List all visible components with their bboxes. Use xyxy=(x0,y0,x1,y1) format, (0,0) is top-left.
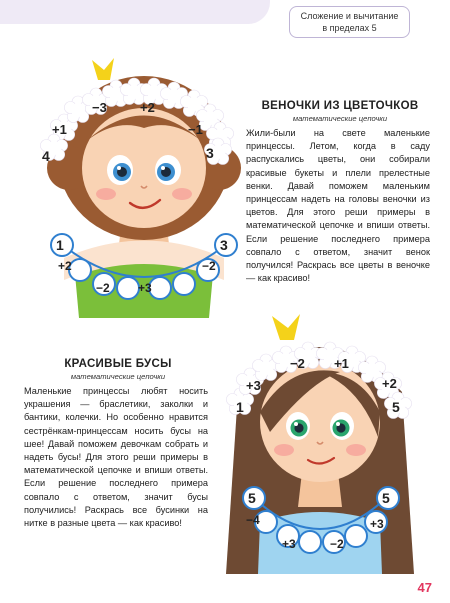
wreath-1-op-4: −1 xyxy=(188,122,203,137)
bead xyxy=(345,525,367,547)
section-2-subtitle: математические цепочки xyxy=(70,372,166,381)
beads-1-op-2: −2 xyxy=(96,281,110,295)
beads-2-end: 5 xyxy=(382,490,390,506)
beads-1-end: 3 xyxy=(220,237,228,253)
wreath-1-end: 3 xyxy=(206,145,214,161)
princess-1-illustration xyxy=(34,48,254,318)
section-2-title: КРАСИВЫЕ БУСЫ xyxy=(64,358,172,370)
wreath-1-op-2: −3 xyxy=(92,100,107,115)
beads-2-op-2: +3 xyxy=(282,537,296,551)
topic-header xyxy=(289,6,410,38)
wreath-2-op-4: +2 xyxy=(382,376,397,391)
bead xyxy=(117,277,139,299)
wreath-2-op-1: +3 xyxy=(246,378,261,393)
section-2-text: Маленькие принцессы любят носить украшения — браслетики, заколки и бантики, колечки. Но особенно нравится сестрёнкам-принцессам носить бусы на шее! Давай поможем девочкам собрать и надеть бусы! Для этого реши примеры в математической цепочке и впиши ответы. Если решение последнего примера совпало с ответом, значит бусы получились! Раскрась все бусинки на нитке в разные цвета — как красиво! xyxy=(24,386,208,529)
wreath-2-end: 5 xyxy=(392,399,400,415)
wreath-2-op-3: +1 xyxy=(334,356,349,371)
corner-tab xyxy=(0,0,270,24)
section-1-subtitle: математические цепочки xyxy=(292,114,388,123)
section-1-title: ВЕНОЧКИ ИЗ ЦВЕТОЧКОВ xyxy=(261,100,419,112)
wreath-1-op-1: +1 xyxy=(52,122,67,137)
bead xyxy=(299,531,321,553)
crown-icon xyxy=(92,58,114,80)
wreath-1-op-3: +2 xyxy=(140,100,155,115)
bead xyxy=(149,277,171,299)
beads-2-op-4: +3 xyxy=(370,517,384,531)
bead xyxy=(173,273,195,295)
bead xyxy=(69,259,91,281)
beads-1-start: 1 xyxy=(56,237,64,253)
wreath-2-start: 1 xyxy=(236,399,244,415)
topic-line-2: в пределах 5 xyxy=(322,23,377,33)
beads-2-op-3: −2 xyxy=(330,537,344,551)
page-number: 47 xyxy=(417,580,432,595)
beads-2-start: 5 xyxy=(248,490,256,506)
beads-1-op-4: −2 xyxy=(202,259,216,273)
crown-icon xyxy=(272,314,300,340)
beads-1-op-3: +3 xyxy=(138,281,152,295)
beads-2-op-1: −4 xyxy=(246,513,260,527)
beads-1-op-1: +2 xyxy=(58,259,72,273)
wreath-1-start: 4 xyxy=(42,148,50,164)
topic-line-1: Сложение и вычитание xyxy=(300,11,399,21)
section-1-text: Жили-были на свете маленькие принцессы. Летом, когда в саду распускались цветы, они собирали красивые букеты и плели прелестные венки. Давай поможем маленьким принцессам надеть на головы веночки из цветов. Для этого реши примеры в математической цепочке и впиши ответы. Если решение последнего примера совпало с ответом, значит венок получился! Раскрась все цветы в веночке — как красиво! xyxy=(246,128,430,284)
wreath-2-op-2: −2 xyxy=(290,356,305,371)
princess-2-illustration xyxy=(210,302,430,574)
